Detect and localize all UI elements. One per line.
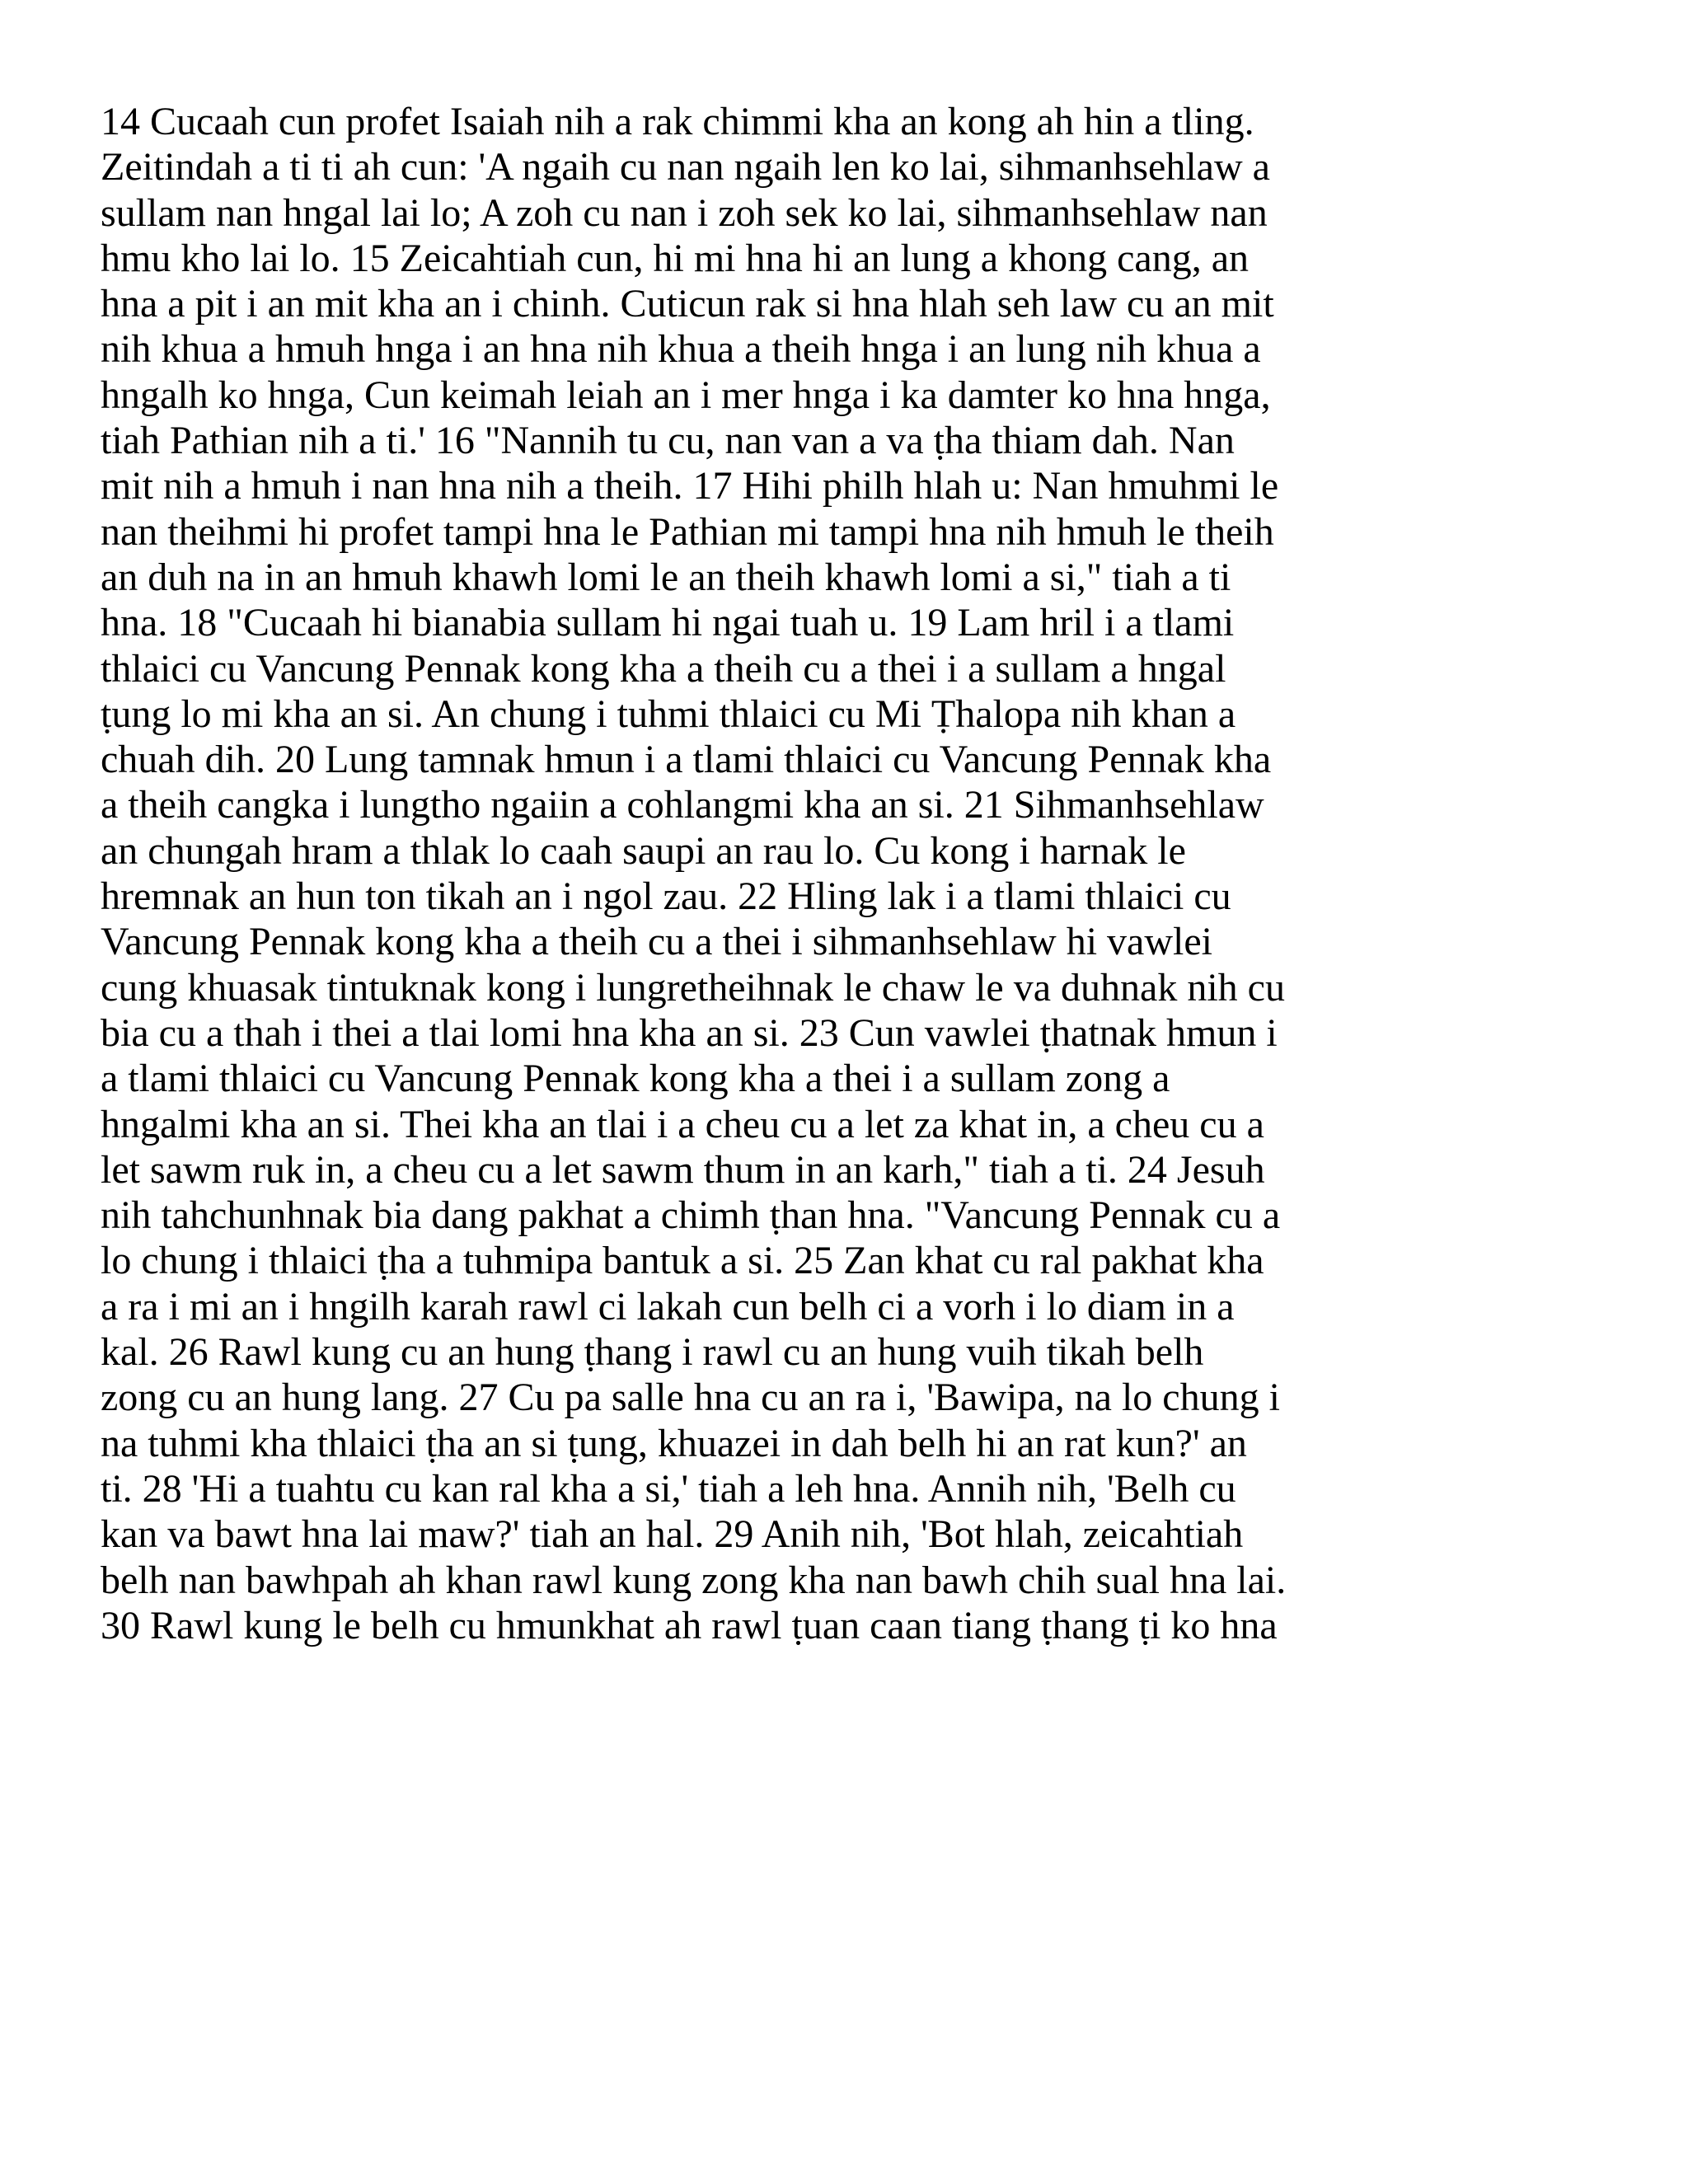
text-line: 14 Cucaah cun profet Isaiah nih a rak chimmi kha an kong ah hin a tling. bbox=[101, 100, 1254, 143]
text-line: a tlami thlaici cu Vancung Pennak kong kha a thei i a sullam zong a bbox=[101, 1057, 1170, 1101]
text-line: hmu kho lai lo. 15 Zeicahtiah cun, hi mi hna hi an lung a khong cang, an bbox=[101, 236, 1250, 280]
text-line: nan theihmi hi profet tampi hna le Pathian mi tampi hna nih hmuh le theih bbox=[101, 509, 1274, 554]
text-line: hngalh ko hnga, Cun keimah leiah an i mer hnga i ka damter ko hna hnga, bbox=[101, 373, 1271, 417]
scripture-text-block bbox=[101, 99, 1617, 1648]
text-line: sullam nan hngal lai lo; A zoh cu nan i zoh sek ko lai, sihmanhsehlaw nan bbox=[101, 190, 1268, 235]
text-line: ti. 28 'Hi a tuahtu cu kan ral kha a si,' tiah a leh hna. Annih nih, 'Belh cu bbox=[101, 1466, 1236, 1511]
text-line: belh nan bawhpah ah khan rawl kung zong kha nan bawh chih sual hna lai. bbox=[101, 1558, 1287, 1602]
text-line: Zeitindah a ti ti ah cun: 'A ngaih cu nan ngaih len ko lai, sihmanhsehlaw a bbox=[101, 145, 1270, 190]
text-line: an duh na in an hmuh khawh lomi le an theih khawh lomi a si," tiah a ti bbox=[101, 555, 1231, 599]
text-line: mit nih a hmuh i nan hna nih a theih. 17 Hihi philh hlah u: Nan hmuhmi le bbox=[101, 464, 1279, 509]
text-line: hngalmi kha an si. Thei kha an tlai i a cheu cu a let za khat in, a cheu cu a bbox=[101, 1102, 1264, 1146]
text-line: hna. 18 "Cucaah hi bianabia sullam hi ngai tuah u. 19 Lam hril i a tlami bbox=[101, 601, 1235, 645]
text-line: zong cu an hung lang. 27 Cu pa salle hna cu an ra i, 'Bawipa, na lo chung i bbox=[101, 1376, 1280, 1420]
text-line: an chungah hram a thlak lo caah saupi an rau lo. Cu kong i harnak le bbox=[101, 828, 1186, 873]
text-line: chuah dih. 20 Lung tamnak hmun i a tlami thlaici cu Vancung Pennak kha bbox=[101, 738, 1272, 782]
text-line: kal. 26 Rawl kung cu an hung ṭhang i rawl cu an hung vuih tikah belh bbox=[101, 1330, 1204, 1375]
text-line: na tuhmi kha thlaici ṭha an si ṭung, khuazei in dah belh hi an rat kun?' an bbox=[101, 1421, 1247, 1465]
text-line: ṭung lo mi kha an si. An chung i tuhmi thlaici cu Mi Ṭhalopa nih khan a bbox=[101, 691, 1236, 736]
text-line: lo chung i thlaici ṭha a tuhmipa bantuk a si. 25 Zan khat cu ral pakhat kha bbox=[101, 1239, 1264, 1283]
text-line: thlaici cu Vancung Pennak kong kha a theih cu a thei i a sullam a hngal bbox=[101, 646, 1226, 691]
text-line: tiah Pathian nih a ti.' 16 "Nannih tu cu, nan van a va ṭha thiam dah. Nan bbox=[101, 419, 1235, 463]
text-line: nih khua a hmuh hnga i an hna nih khua a theih hnga i an lung nih khua a bbox=[101, 327, 1261, 372]
text-line: a ra i mi an i hngilh karah rawl ci lakah cun belh ci a vorh i lo diam in a bbox=[101, 1284, 1235, 1329]
text-line: bia cu a thah i thei a tlai lomi hna kha an si. 23 Cun vawlei ṭhatnak hmun i bbox=[101, 1010, 1278, 1055]
text-line: hremnak an hun ton tikah an i ngol zau. 22 Hling lak i a tlami thlaici cu bbox=[101, 874, 1231, 919]
text-line: kan va bawt hna lai maw?' tiah an hal. 29 Anih nih, 'Bot hlah, zeicahtiah bbox=[101, 1512, 1244, 1557]
text-line: let sawm ruk in, a cheu cu a let sawm thum in an karh," tiah a ti. 24 Jesuh bbox=[101, 1147, 1265, 1192]
text-line: 30 Rawl kung le belh cu hmunkhat ah rawl ṭuan caan tiang ṭhang ṭi ko hna bbox=[101, 1603, 1278, 1647]
text-line: hna a pit i an mit kha an i chinh. Cuticun rak si hna hlah seh law cu an mit bbox=[101, 282, 1274, 326]
text-line: Vancung Pennak kong kha a theih cu a thei i sihmanhsehlaw hi vawlei bbox=[101, 920, 1212, 964]
text-line: nih tahchunhnak bia dang pakhat a chimh ṭhan hna. "Vancung Pennak cu a bbox=[101, 1193, 1281, 1238]
text-line: a theih cangka i lungtho ngaiin a cohlangmi kha an si. 21 Sihmanhsehlaw bbox=[101, 783, 1264, 827]
text-line: cung khuasak tintuknak kong i lungretheihnak le chaw le va duhnak nih cu bbox=[101, 965, 1285, 1010]
